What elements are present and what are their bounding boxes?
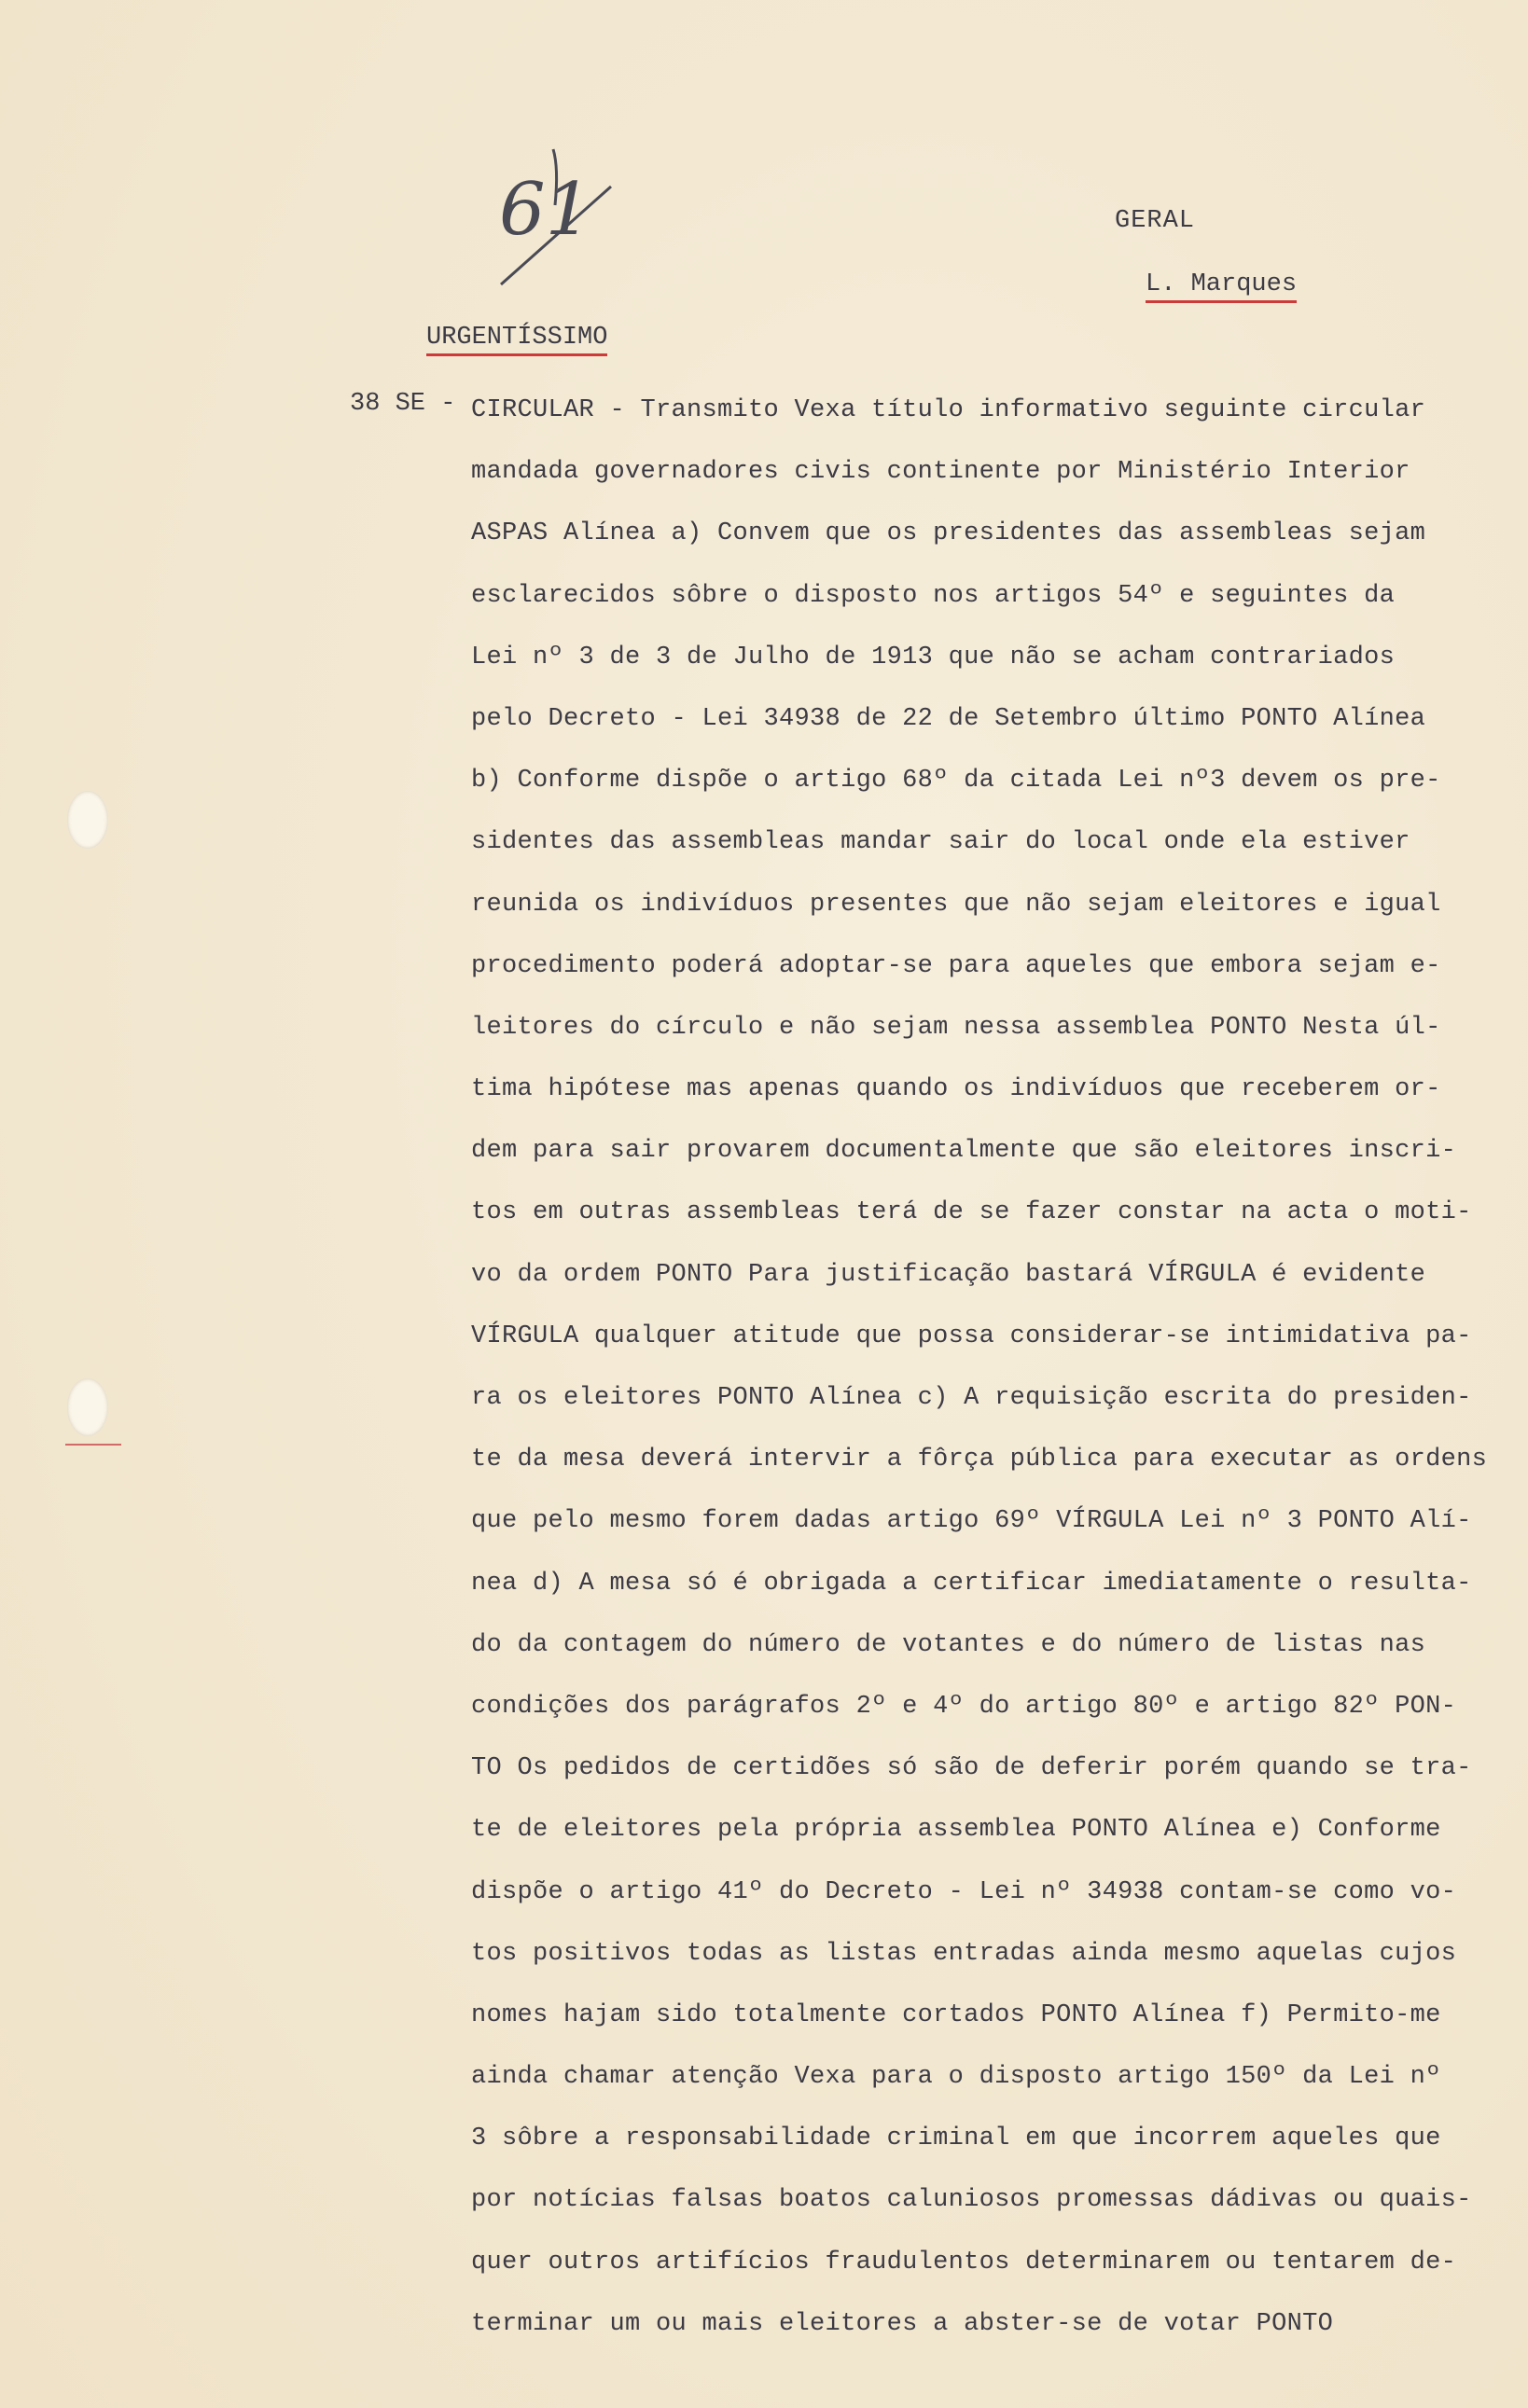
text-line: do da contagem do número de votantes e do número de listas nas: [471, 1630, 1426, 1659]
handwritten-number: [490, 140, 620, 298]
text-line: tos em outras assembleas terá de se fazer constar na acta o moti-: [471, 1198, 1472, 1227]
text-line: por notícias falsas boatos caluniosos promessas dádivas ou quais-: [471, 2186, 1472, 2215]
text-line: procedimento poderá adoptar-se para aqueles que embora sejam e-: [471, 951, 1441, 980]
text-line: VÍRGULA qualquer atitude que possa considerar-se intimidativa pa-: [471, 1322, 1472, 1350]
priority-label: URGENTÍSSIMO: [426, 322, 607, 356]
reference-number: 38 SE -: [350, 390, 456, 418]
text-line: te da mesa deverá intervir a fôrça pública para executar as ordens: [471, 1446, 1488, 1474]
text-line: terminar um ou mais eleitores a abster-se de votar PONTO: [471, 2309, 1334, 2338]
text-line: ainda chamar atenção Vexa para o disposto artigo 150º da Lei nº: [471, 2063, 1441, 2092]
handwritten-number-text: 61: [499, 168, 592, 252]
text-line: dispõe o artigo 41º do Decreto - Lei nº 34938 contam-se como vo-: [471, 1877, 1457, 1906]
punch-hole-top: [67, 791, 108, 849]
text-line: reunida os indivíduos presentes que não sejam eleitores e igual: [471, 890, 1441, 919]
text-line: b) Conforme dispõe o artigo 68º da citada Lei nº3 devem os pre-: [471, 767, 1441, 796]
text-line: pelo Decreto - Lei 34938 de 22 de Setembro último PONTO Alínea: [471, 704, 1426, 733]
circular-text: [471, 390, 1497, 2365]
punch-hole-mark: [65, 1444, 121, 1446]
text-line: tima hipótese mas apenas quando os indivíduos que receberem or-: [471, 1075, 1441, 1104]
text-line: condições dos parágrafos 2º e 4º do artigo 80º e artigo 82º PON-: [471, 1692, 1457, 1721]
text-line: TO Os pedidos de certidões só são de deferir porém quando se tra-: [471, 1754, 1472, 1783]
text-line: nomes hajam sido totalmente cortados PONTO Alínea f) Permito-me: [471, 2000, 1441, 2029]
author-name: L. Marques: [1146, 269, 1297, 303]
category-label: GERAL: [1115, 207, 1196, 235]
text-line: te de eleitores pela própria assemblea PONTO Alínea e) Conforme: [471, 1816, 1441, 1845]
text-line: ra os eleitores PONTO Alínea c) A requisição escrita do presiden-: [471, 1384, 1472, 1412]
text-line: vo da ordem PONTO Para justificação bastará VÍRGULA é evidente: [471, 1260, 1426, 1289]
text-line: mandada governadores civis continente por Ministério Interior: [471, 458, 1410, 487]
text-line: sidentes das assembleas mandar sair do local onde ela estiver: [471, 828, 1410, 857]
text-line: leitores do círculo e não sejam nessa assemblea PONTO Nesta úl-: [471, 1013, 1441, 1042]
text-line: CIRCULAR - Transmito Vexa título informativo seguinte circular: [471, 396, 1426, 424]
text-line: que pelo mesmo forem dadas artigo 69º VÍRGULA Lei nº 3 PONTO Alí-: [471, 1507, 1472, 1536]
text-line: dem para sair provarem documentalmente que são eleitores inscri-: [471, 1137, 1457, 1166]
punch-hole-bottom: [67, 1378, 108, 1436]
text-line: ASPAS Alínea a) Convem que os presidentes das assembleas sejam: [471, 519, 1426, 548]
text-line: esclarecidos sôbre o disposto nos artigos 54º e seguintes da: [471, 581, 1396, 610]
text-line: quer outros artifícios fraudulentos determinarem ou tentarem de-: [471, 2248, 1457, 2277]
text-line: nea d) A mesa só é obrigada a certificar imediatamente o resulta-: [471, 1569, 1472, 1598]
text-line: 3 sôbre a responsabilidade criminal em que incorrem aqueles que: [471, 2124, 1441, 2153]
text-line: Lei nº 3 de 3 de Julho de 1913 que não se acham contrariados: [471, 643, 1396, 671]
text-line: tos positivos todas as listas entradas ainda mesmo aquelas cujos: [471, 1939, 1457, 1968]
